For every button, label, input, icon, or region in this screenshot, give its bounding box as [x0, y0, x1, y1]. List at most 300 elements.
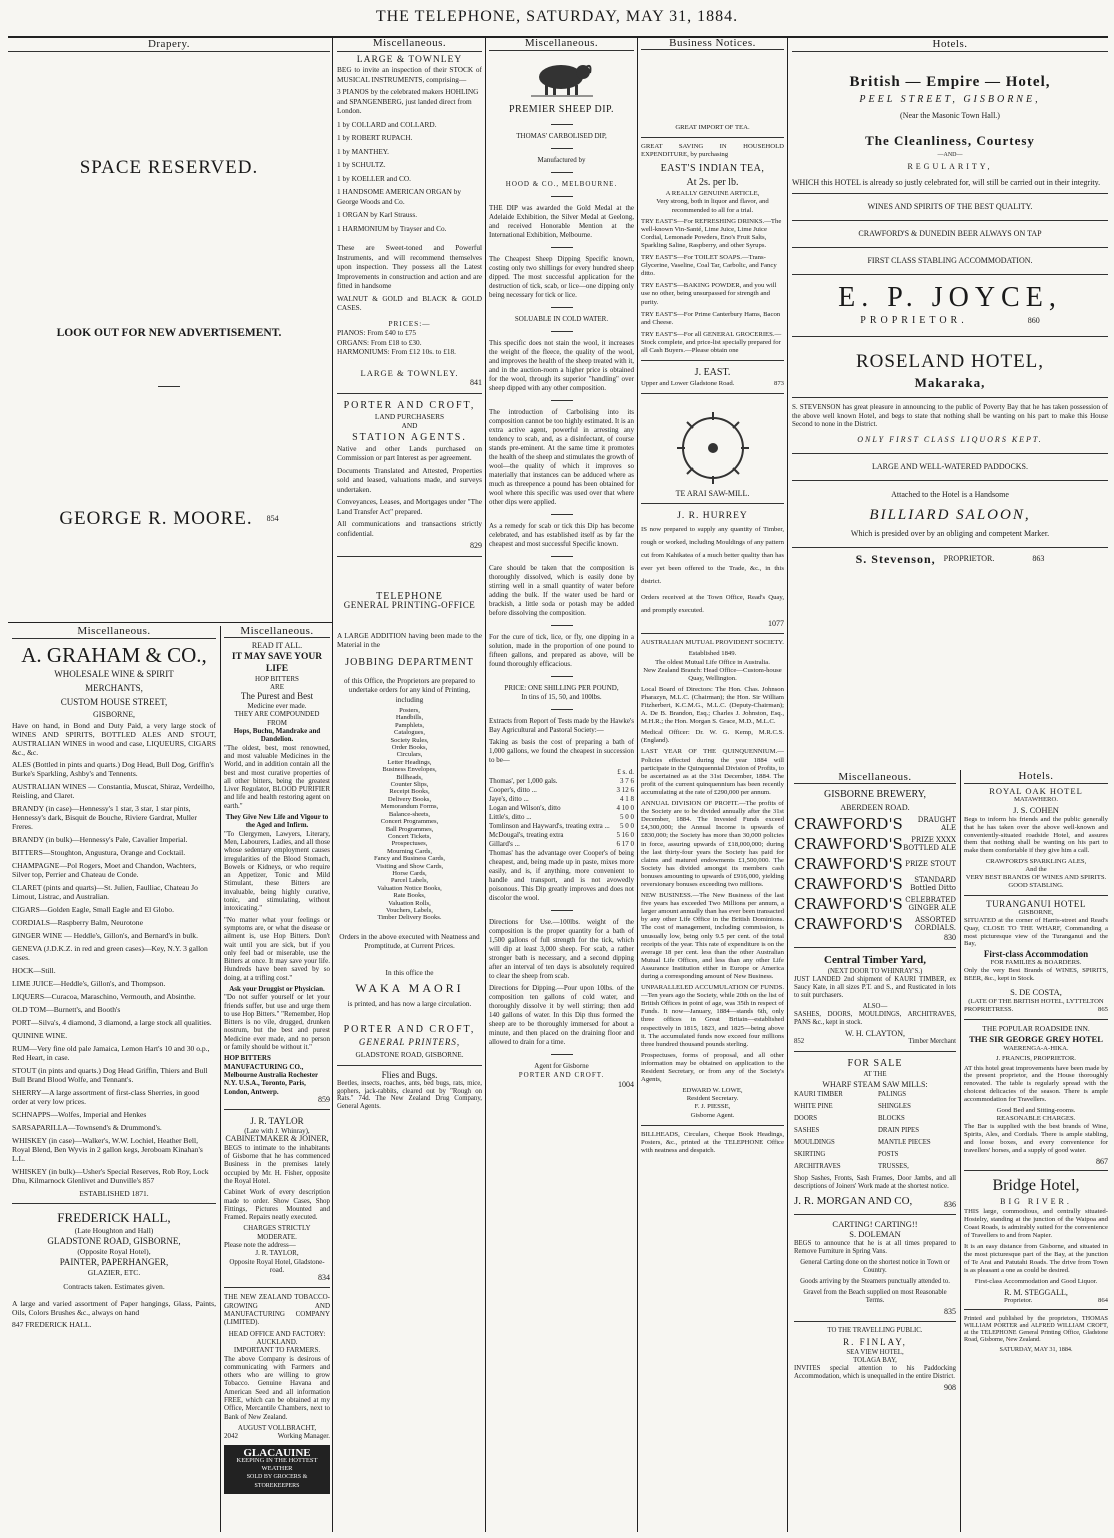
printing-item: Fancy and Business Cards, [373, 855, 446, 863]
printing-title: GENERAL PRINTING-OFFICE [343, 600, 476, 610]
printing-item: Parcel Labels, [390, 877, 429, 885]
table-cell: 5 0 0 [620, 813, 634, 821]
table-row [489, 822, 634, 831]
ad-number: 834 [318, 1273, 330, 1283]
table-cell: Cooper's, ditto ... [489, 786, 537, 794]
music-para: These are Sweet-toned and Powerful Instruments, and will recommend themselves upon inspection. They possess all the Latest Improvements in construction and action and are fitted in handsome [337, 243, 482, 290]
graham-item: CLARET (pints and quarts)—St. Julien, Faulliac, Chateau Jo Limout, Listrac, and Australian. [12, 883, 198, 901]
sheep-title: PREMIER SHEEP DIP. [508, 104, 615, 115]
column-rule [787, 38, 788, 1532]
tobacco-line: HEAD OFFICE AND FACTORY: AUCKLAND. [228, 1329, 326, 1346]
finlay-line: TOLAGA BAY, [853, 1357, 897, 1364]
tea-item: TRY EAST'S—For REFRESHING DRINKS.—The well-known Vin-Santé, Lime Juice, Lime Juice Cordial, Lemonade Powders, Eno's Fruit Salts, Sparkling Saline, Raspberry, and other Syrups. [641, 217, 782, 249]
ad-number: 830 [944, 933, 956, 942]
table-row [489, 813, 634, 822]
printing-item: Billheads, [396, 773, 423, 781]
taylor-line: CHARGES STRICTLY MODERATE. [243, 1224, 311, 1241]
joyce-prop: PROPRIETOR. [860, 315, 968, 326]
ad-number: 867 [1096, 1156, 1108, 1166]
table-cell: 4 1 8 [620, 795, 634, 803]
roseland-only: ONLY FIRST CLASS LIQUORS KEPT. [857, 434, 1043, 444]
printing-item: Receipt Books, [389, 788, 430, 796]
graham-established: ESTABLISHED 1871. [79, 1189, 149, 1198]
ad-number: 864 [1097, 1296, 1108, 1304]
hall-line: Contracts taken. Estimates given. [63, 1282, 165, 1291]
hall-line: GLAZIER, ETC. [87, 1268, 141, 1277]
brewery-product: PRIZE STOUT [905, 860, 956, 868]
graham-item: QUININE WINE. [12, 1031, 68, 1040]
saw-title: TE ARAI SAW-MILL. [675, 489, 750, 499]
printing-item: Posters, [399, 707, 420, 714]
music-price: PIANOS: From £40 to £75 [337, 328, 417, 337]
graham-item: BRANDY (in case)—Hennessy's 1 star, 3 star, 1 star pints, Hennessy's dark, Bisquit de Bouche, Riviere Gardrat, Muller Freres. [12, 804, 197, 831]
printing-item: Delivery Books, [387, 795, 432, 803]
turanganui-para: SITUATED at the corner of Harris-street and Read's Quay, CLOSE TO THE WHARF, Commanding a most picturesque view of the Turanganui and the Bay, [964, 916, 1108, 948]
british-empire-near: (Near the Masonic Town Hall.) [900, 111, 1000, 120]
porter-para: Native and other Lands purchased on Commission or part Interest as per agreement. [337, 443, 482, 462]
sheep-line: SOLUABLE IN COLD WATER. [514, 315, 609, 323]
graham-item: OLD TOM—Burnett's, and Booth's [12, 1005, 121, 1014]
hall-line: (Late Houghton and Hall) [74, 1226, 154, 1235]
roseland-presided: Which is presided over by an obliging and competent Marker. [850, 528, 1050, 538]
saw-para: IS now prepared to supply any quantity of Timber, rough or worked, including Mouldings of any pattern cut from Kahikatea of a much better quality than has ever yet been offered to the Trade, &c., in this district. [641, 526, 784, 586]
hop-line: Medicine ever made. [247, 702, 307, 711]
lookout-notice: LOOK OUT FOR NEW ADVERTISEMENT. [56, 327, 282, 340]
advertiser-name: GEORGE R. MOORE. [59, 507, 253, 529]
music-item: 1 by KOELLER and CO. [337, 173, 411, 183]
printing-item: Horse Cards, [392, 869, 427, 877]
royaloak-line: And the [1025, 866, 1047, 874]
porter-para: Conveyances, Leases, and Mortgages under "The Land Transfer Act" prepared. [337, 497, 482, 516]
hop-company: HOP BITTERS MANUFACTURING CO., Melbourne Australia Rochester N.Y. U.S.A., Toronto, Paris, London, Antwerp. [224, 1054, 318, 1096]
table-row [489, 804, 634, 813]
timber-para: JUST LANDED 2nd shipment of KAURI TIMBER, ex Saucy Kate, in all sizes P.T. and S., and Rusticated in lots to suit purchasers. [794, 976, 956, 999]
british-empire-clean: The Cleanliness, Courtesy [865, 133, 1035, 148]
hotels-section [792, 38, 1108, 768]
hop-quote: "No matter what your feelings or symptoms are, or what the disease or ailment is, use Hop Bitters. Don't wait until you are sick, but if you only feel bad or miserable, use the Bitters at once. It may save your life. Hundreds have been saved by so doing, at a trifling cost." [224, 915, 330, 982]
misc-column-3 [337, 38, 482, 1532]
roseland-prop: PROPRIETOR. [943, 553, 995, 563]
music-item: 1 by ROBERT RUPACH. [337, 133, 413, 142]
printing-items [337, 707, 482, 922]
section-heading: Miscellaneous. [337, 38, 482, 52]
bridge-name: R. M. STEGGALL, [1004, 1287, 1068, 1297]
printing-item: Vouchers, Labels, [386, 906, 433, 914]
misc-column-hotels [794, 772, 956, 1532]
printing-item: Letter Headings, [387, 758, 432, 766]
printing-item: Counter Slips, [390, 781, 429, 789]
forsale-item: SASHES [794, 1127, 820, 1134]
amp-para: NEW BUSINESS.—The New Business of the last five years has exceeded Two Millions per annum, a larger amount annually than has ever been transacted by any other Life Office in the British Dominions. The cost of management, including commission, is unusually low, being only 9.5 per cent. of the total receipts of the year. This rate of expenditure is on the average 18 per cent. less than the other Australian Mutual Life Offices, and less than any other Life Assurance Institution either in Europe or America during a corresponding amount of New Business. [641, 892, 784, 980]
brewery-brand: CRAWFORD'S [794, 875, 903, 893]
graham-item: HOCK—Still. [12, 966, 56, 975]
music-item: 3 PIANOS by the celebrated makers HOHLING and SPANGENBERG, just landed direct from London. [337, 87, 479, 115]
glacine-title: GLACAUINE [243, 1446, 311, 1459]
brewery-product: CELEBRATED GINGER ALE [905, 896, 956, 912]
hall-line: A large and varied assortment of Paper hangings, Glass, Paints, Oils, Colors Brushes &c., always on hand [12, 1299, 216, 1317]
sheep-para: The Cheapest Sheep Dipping Specific known, costing only two shillings for every hundred sheep dipped. The most successful application for the destruction of tick, scab, or lice—one dipping only being necessary for tick or lice. [489, 255, 634, 299]
sheep-para: For the cure of tick, lice, or fly, one dipping in a solution, made in the proportion of one pound to fifteen gallons, and prepared as above, will be found thoroughly efficacious. [489, 633, 634, 668]
hop-quote: "The oldest, best, most renowned, and most valuable Medicines in the World, and in addition contain all the best and most curative properties of all other bitters, being the greatest Liver Regulator, BLOOD PURIFIER and life and health restoring agent on earth." [224, 743, 330, 810]
ad-number: 829 [470, 541, 482, 550]
table-cell: 6 17 0 [616, 840, 634, 848]
section-heading: Hotels. [964, 772, 1108, 784]
billheads-para: BILLHEADS, Circulars, Cheque Book Headings, Posters, &c., printed at the TELEPHONE Office with neatness and despatch. [641, 1130, 784, 1154]
printing-item: Timber Delivery Books. [377, 914, 442, 922]
sheep-para: As a remedy for scab or tick this Dip has become celebrated, and has established itself as by far the cheapest and most successful Specific known. [489, 522, 634, 548]
amp-para: LAST YEAR OF THE QUINQUENNIUM.—Policies effected during the year 1884 will participate in the Quinquennial Division of Profits, to be ascertained as at the 31st December, 1884. The profit of the current quinquennium has been recently accumulating at the rate of £290,000 per annum. [641, 748, 784, 796]
section-rule [8, 622, 332, 623]
printing-item: Society Rules, [390, 736, 429, 744]
finlay-line: SEA VIEW HOTEL, [846, 1349, 904, 1356]
section-heading: Miscellaneous. [224, 626, 330, 638]
forsale-item: TRUSSES, [878, 1163, 909, 1170]
table-cell: Thomas', per 1,000 gals. [489, 777, 558, 785]
graham-item: BITTERS—Stoughton, Angustura, Orange and Cocktail. [12, 848, 186, 857]
bridge-title: Bridge Hotel, [992, 1177, 1080, 1195]
table-row [489, 777, 634, 786]
taylor-line: (Late with J. Whinray), [244, 1127, 310, 1136]
amp-para: ANNUAL DIVISION OF PROFIT.—The profits of the Society are to be divided annually after the 31st December, 1884. The Invested Funds exceed £4,300,000; the Annual Income is upwards of £830,000; the Society has more than 30,000 policies in force, assuring upwards of £18,000,000; during the last thirty-four years the Society has paid for claims and matured endowments £1,500,000. The Society has divided amongst its members cash bonuses amounting to upwards of £916,000, yielding reversionary bonuses exceeding two millions. [641, 800, 784, 888]
ad-number: 859 [318, 1094, 330, 1104]
ad-number: 854 [266, 513, 279, 523]
sheep-para: This specific does not stain the wool, it increases the weight of the fleece, the quality of the wool, and improves the health of the sheep treated with it, and in the auction-room a higher price is obtained for the wool, through its superior "handling" over sheep dipped with any other composition. [489, 339, 634, 392]
porter-title: PORTER AND CROFT, [343, 399, 476, 411]
ad-number: 865 [1097, 1005, 1108, 1013]
taylor-name: J. R. TAYLOR [250, 1116, 304, 1127]
timber-title: Central Timber Yard, [824, 954, 926, 966]
table-row [489, 840, 634, 849]
roseland-att: Attached to the Hotel is a Handsome [891, 489, 1009, 499]
printing-para: A LARGE ADDITION having been made to the Material in the [337, 630, 482, 649]
hop-headline: IT MAY SAVE YOUR LIFE [231, 651, 323, 674]
hop-read: READ IT ALL. [251, 641, 303, 651]
music-item: 1 by COLLARD and COLLARD. [337, 119, 437, 129]
roseland-paddock: LARGE AND WELL-WATERED PADDOCKS. [872, 461, 1028, 471]
hop-quote: "Do not suffer yourself or let your friends suffer, but use and urge them to use Hop Bitters." "Remember, Hop Bitters is no vile, drugged, drunken nostrum, but the best and purest Medicine ever made, and no person or family should be without it." [224, 993, 330, 1052]
tea-line: Very strong, both in liquor and flavor, and recommended to all for a trial. [656, 198, 769, 214]
ad-number: 2042 [224, 1432, 238, 1441]
table-cell: 5 0 0 [620, 822, 634, 830]
flies-para: Beetles, insects, roaches, ants, bed bugs, rats, mice, gophers, jack-rabbits, cleared out by "Rough on Rats." 74d. The New Zealand Drug Company, General Agents. [337, 1080, 482, 1111]
tobacco-para: The above Company is desirous of communicating with Farmers and others who are willing to grow Tobacco. Genuine Havana and American Seed and all information FREE, which can be obtained at my Office, Mercantile Chambers, next to Bank of New Zealand. [224, 1354, 330, 1421]
forsale-item: ARCHITRAVES [794, 1163, 841, 1170]
bridge-place: BIG RIVER. [1000, 1197, 1072, 1207]
amp-sig: EDWARD W. LOWE, [682, 1087, 743, 1095]
forsale-item: MANTLE PIECES [878, 1139, 931, 1146]
brewery-brand: CRAWFORD'S [794, 895, 903, 913]
royaloak-line: CRAWFORD'S SPARKLING ALES, [985, 858, 1087, 866]
column-rule [485, 38, 486, 1532]
porter-line: STATION AGENTS. [352, 431, 467, 443]
taylor-line: CABINETMAKER & JOINER, [225, 1134, 329, 1144]
hop-line: THEY ARE COMPOUNDED FROM [234, 710, 320, 727]
hop-line: ARE [270, 682, 284, 691]
tobacco-sig: Working Manager. [277, 1432, 330, 1441]
printing-item: Order Books, [391, 744, 428, 752]
bridge-para: First-class Accommodation and Good Liquor. [974, 1277, 1098, 1285]
music-item: 1 by SCHULTZ. [337, 160, 386, 169]
amp-title: AUSTRALIAN MUTUAL PROVIDENT SOCIETY. [641, 639, 784, 647]
sheep-para: THE DIP was awarded the Gold Medal at the Adelaide Exhibition, the Silver Medal at Geelong, and received Honorable Mention at the International Exhibition, Melbourne. [489, 204, 634, 239]
graham-item: LIME JUICE—Heddle's, Gillon's, and Thompson. [12, 979, 166, 988]
hop-line: The Purest and Best [240, 691, 314, 702]
brewery-product: STANDARD Bottled Ditto [910, 876, 956, 892]
amp-sig: F. J. PIESSE, [694, 1103, 731, 1111]
tea-item: TRY EAST'S—For all GENERAL GROCERIES.—Stock complete, and price-list specially prepared for all Cash Buyers.—Please obtain one [641, 330, 782, 354]
porter-para: Documents Translated and Attested, Properties sold and leased, valuations made, and surveys undertaken. [337, 465, 482, 494]
british-empire-stable: FIRST CLASS STABLING ACCOMMODATION. [867, 256, 1033, 265]
turanganui-title: TURANGANUI HOTEL [986, 898, 1086, 909]
carting-name: S. DOLEMAN [849, 1229, 901, 1239]
tea-item: TRY EAST'S—For Prime Canterbury Hams, Bacon and Cheese. [641, 310, 781, 326]
royaloak-line: VERY BEST BRANDS OF WINES AND SPIRITS. [965, 874, 1107, 882]
sheep-price: PRICE: ONE SHILLING PER POUND, [504, 684, 619, 692]
sheep-line: HOOD & CO., MELBOURNE. [505, 180, 618, 188]
taylor-line: J. R. TAYLOR, [255, 1249, 299, 1258]
bridge-para: THIS large, commodious, and centrally situated-Hostelry, standing at the junction of the Waipoa and Coast Roads, is admirably suited for the convenience of Travellers to and from Napier. [964, 1208, 1108, 1240]
music-item: 1 ORGAN by Karl Strauss. [337, 210, 418, 219]
graham-sub: WHOLESALE WINE & SPIRIT [54, 669, 174, 679]
sheep-tins: In tins of 15, 50, and 100lbs. [521, 693, 602, 701]
table-row [489, 831, 634, 840]
sheep-para: Taking as basis the cost of preparing a bath of 1,000 gallons, we found the cheapest in succession to be— [489, 738, 634, 764]
section-heading: Miscellaneous. [489, 38, 634, 51]
forsale-item: MOULDINGS [794, 1139, 835, 1146]
graham-item: GINGER WINE — Heddle's, Gillon's, and Bernard's in bulk. [12, 931, 198, 940]
tea-price: At 2s. per lb. [686, 177, 739, 189]
tobacco-line: IMPORTANT TO FARMERS. [233, 1346, 321, 1355]
printing-item: Business Envelopes, [382, 766, 437, 774]
finlay-title: TO THE TRAVELLING PUBLIC. [827, 1327, 923, 1334]
grey-title: THE SIR GEORGE GREY HOTEL [969, 1033, 1103, 1044]
roseland-billiard: BILLIARD SALOON, [869, 506, 1031, 523]
sheep-dip-advert [489, 38, 634, 1532]
forsale-title: FOR SALE [847, 1058, 903, 1069]
brewery-addr: ABERDEEN ROAD. [840, 803, 910, 812]
printing-item: Circulars, [396, 751, 423, 759]
graham-item: WHISKEY (in case)—Walker's, W.W. Lochiel, Heather Bell, Royal Blend, Ben Wyvis in 2 gallon kegs, Jeroboam Kinahan's L.L. [12, 1136, 203, 1163]
amp-line: The oldest Mutual Life Office in Australia. [655, 658, 770, 666]
sheep-para: The introduction of Carbolising into its composition cannot be too highly estimated. It is an extra active agent, powerful in arresting any tendency to scab, and, as a disinfectant, of course stands pre-eminent. At the same time it promotes the health of the sheep and stimulates the growth of wool—the quality of which it improves so materially that instances can be adduced where as much as threepence a pound has been obtained for wool where this specific was used over that where other dips were applied. [489, 408, 634, 506]
ad-number: 1004 [618, 1080, 634, 1089]
graham-item: SCHNAPPS—Wolfes, Imperial and Henkes [12, 1110, 147, 1119]
waka-maori: WAKA MAORI [355, 981, 464, 996]
brewery-row [794, 914, 956, 934]
section-heading: Business Notices. [641, 38, 784, 50]
music-items [337, 87, 482, 233]
hall-line: PAINTER, PAPERHANGER, [59, 1257, 169, 1267]
grey-l0: THE POPULAR ROADSIDE INN. [982, 1023, 1090, 1033]
section-heading: Miscellaneous. [12, 626, 216, 639]
graham-item: CORDIALS—Raspberry Balm, Neurotone [12, 918, 143, 927]
printing-item: Concert Tickets, [387, 832, 432, 840]
roseland-place: Makaraka, [914, 375, 986, 390]
table-row [489, 795, 634, 804]
amp-sig: Resident Secretary. [686, 1095, 739, 1103]
turanganui-para: Only the very Best Brands of WINES, SPIRITS, BEER, &c., kept in Stock. [964, 967, 1108, 983]
graham-item: BRANDY (in bulk)—Hennessy's Pale, Cavalier Imperial. [12, 835, 188, 844]
morgan-name: J. R. MORGAN AND CO, [794, 1195, 913, 1207]
sheep-para: Directions for Use.—100lbs. weight of the composition is the proper quantity for a bath of 1,500 gallons of full strength for the tick, which will dip at least 3,000 sheep. For scab, a rather stronger bath is necessary, and a second dipping after an interval of ten days is absolutely required to clear the sheep from scab. [489, 918, 634, 980]
forsale-list [794, 1091, 872, 1175]
brewery-row [794, 814, 956, 834]
printing-para: In this office the [385, 967, 434, 977]
tea-name: EAST'S INDIAN TEA, [660, 163, 765, 175]
printing-item: Mourning Cards, [386, 847, 433, 855]
royaloak-name: J. S. COHEN [1013, 804, 1059, 815]
sheep-line: Manufactured by [537, 156, 586, 164]
graham-title: A. GRAHAM & CO., [21, 643, 207, 667]
glacine-line: KEEPING IN THE HOTTEST WEATHER [236, 1456, 318, 1473]
british-empire-para: WHICH this HOTEL is already so justly celebrated for, will still be carried out in their integrity. [792, 178, 1101, 187]
column-rule [332, 38, 333, 1532]
section-heading: Hotels. [792, 38, 1108, 52]
tobacco-title: THE NEW ZEALAND TOBACCO-GROWING AND MANUFACTURING COMPANY (LIMITED). [224, 1293, 330, 1327]
music-price: HARMONIUMS: From £12 10s. to £18. [337, 347, 456, 356]
grey-name: J. FRANCIS, PROPRIETOR. [996, 1054, 1076, 1062]
table-row [489, 786, 634, 795]
brewery-row [794, 894, 956, 914]
brewery-product: PRIZE XXXX BOTTLED ALE [903, 836, 956, 852]
grey-line: REASONABLE CHARGES. [996, 1115, 1076, 1122]
forsale-item: PALINGS [878, 1091, 907, 1098]
ad-number: 860 [1027, 316, 1040, 325]
tea-item: TRY EAST'S—BAKING POWDER, and you will use no other, being unsurpassed for strength and purity. [641, 282, 777, 306]
royaloak-line: GOOD STABLING. [1008, 881, 1064, 889]
masthead: THE TELEPHONE, SATURDAY, MAY 31, 1884. [375, 8, 739, 25]
ad-number: 873 [773, 380, 784, 388]
music-price: ORGANS: From £18 to £30. [337, 337, 422, 347]
business-notices [641, 38, 784, 1532]
graham-item: CHAMPAGNE—Pol Rogers, Moet and Chandon, Wachters, Silver top, Perrier and Chateau de Conde. [12, 861, 197, 879]
hop-line: Hops, Buchu, Mandrake and Dandelion. [233, 727, 321, 744]
table-cell: Logan and Wilson's, ditto [489, 804, 561, 812]
hotels-column-2 [964, 772, 1108, 1532]
brewery-row [794, 854, 956, 874]
british-empire-title: British — Empire — Hotel, [849, 74, 1051, 90]
table-cell: Little's, ditto ... [489, 813, 532, 821]
hop-subhead: They Give New Life and Vigour to the Aged and Infirm. [225, 813, 329, 830]
ad-number: 841 [470, 378, 482, 387]
timber-sig: W. H. CLAYTON, [845, 1029, 905, 1038]
sheep-line: THOMAS' CARBOLISED DIP, [516, 132, 607, 140]
grey-line: Good Bed and Sitting-rooms. [996, 1107, 1076, 1115]
sheep-agent: Agent for Gisborne [534, 1062, 589, 1070]
imprint: Printed and published by the proprietors, THOMAS WILLIAM PORTER and ALFRED WILLIAM CROFT, at the TELEPHONE General Printing Office, Gladstone Road, Gisborne, New Zealand. [964, 1315, 1108, 1344]
graham-sub: MERCHANTS, [85, 683, 143, 693]
turanganui-late: (LATE OF THE BRITISH HOTEL, LYTTELTON [968, 997, 1104, 1005]
tea-addr: Upper and Lower Gladstone Road. [641, 380, 735, 388]
tea-line: A REALLY GENUINE ARTICLE, [665, 190, 760, 198]
bridge-para: It is an easy distance from Gisborne, and situated in the most picturesque part of the Bay, at the junction of Te Arai and Patutahi Roads. The drive from Town is as pleasant a one as could be desired. [964, 1243, 1108, 1274]
music-prices: PRICES:— [388, 318, 431, 328]
graham-item: ALES (Bottled in pints and quarts.) Dog Head, Bull Dog, Griffin's Burke's Sparkling, Ashby's and Tennents. [12, 760, 214, 778]
graham-item: WHISKEY (in bulk)—Usher's Special Reserves, Rob Roy, Lock Dhu, Kilmarnock Glenlivet and Dunville's 857 [12, 1167, 209, 1185]
british-empire-addr: PEEL STREET, GISBORNE, [859, 94, 1041, 105]
graham-item: RUM—Very fine old pale Jamaica, Lemon Hart's 10 and 30 o.p., Red Heart, in case. [12, 1044, 210, 1062]
misc-column-2 [224, 626, 330, 1532]
amp-para: UNPARALLELED ACCUMULATION OF FUNDS.—Ten years ago the Society, while 20th on the list of British Offices in point of age, was 35th in respect of Funds. It now—January, 1884—stands 6th, only three offices in Great Britain—established respectively in 1815, 1823, and 1825—being above it. The accumulated funds now exceed four millions three hundred thousand pounds sterling. [641, 984, 784, 1048]
porter-line: LAND PURCHASERS [374, 411, 445, 421]
graham-sub: GISBORNE, [92, 710, 135, 719]
sheep-para: Care should be taken that the composition is thoroughly dissolved, which is easily done by stirring well in a small quantity of water before adding the bulk. If the water used be hard or brackish, a little soda or potash may be added before dissolving the composition. [489, 564, 634, 617]
printing-item: Visiting and Show Cards, [375, 862, 444, 870]
graham-item: LIQUERS—Curacoa, Maraschino, Vermouth, and Absinthe. [12, 992, 196, 1001]
roseland-title: ROSELAND HOTEL, [855, 351, 1045, 372]
printing-item: Valuation Rolls, [388, 899, 431, 907]
hall-line: (Opposite Royal Hotel), [77, 1247, 151, 1256]
music-title: LARGE & TOWNLEY [356, 54, 463, 65]
space-reserved: SPACE RESERVED. [79, 157, 259, 179]
column-rule [637, 38, 638, 1532]
printing-item: Memorandum Forms, [380, 803, 439, 811]
timber-also: ALSO— [862, 1003, 888, 1010]
printing-sig: GENERAL PRINTERS, [358, 1037, 461, 1048]
porter-line: AND [401, 421, 418, 430]
taylor-para: Cabinet Work of every description made to order. Show Cases, Shop Fittings, Pictures Mounted and Framed. Repairs neatly executed. [224, 1188, 330, 1222]
music-item: 1 by MANTHEY. [337, 146, 389, 156]
table-cell: Gillard's ... [489, 840, 520, 848]
brewery-title: GISBORNE BREWERY, [823, 789, 927, 800]
tea-items [641, 218, 784, 355]
brewery-brand: CRAWFORD'S [794, 915, 903, 933]
flies-title: Flies and Bugs. [381, 1069, 438, 1080]
saw-name: J. R. HURREY [677, 511, 748, 522]
imprint-date: SATURDAY, MAY 31, 1884. [999, 1346, 1073, 1354]
music-para: WALNUT & GOLD and BLACK & GOLD CASES. [337, 293, 482, 312]
printing-item: Balance-sheets, [388, 810, 431, 818]
royaloak-para: Begs to inform his friends and the public generally that he has taken over the above well-known and conveniently-situated roadside Hotel, and assures them that nothing shall be wanting on his part to make them comfortable if they give him a call. [964, 815, 1108, 855]
table-row [489, 768, 634, 777]
sheep-cost-table [489, 768, 634, 849]
ad-number: 852 [794, 1038, 805, 1045]
printing-item: Ball Programmes, [385, 825, 434, 833]
amp-para: Medical Officer: Dr. W. G. Kemp, M.R.C.S. (England). [641, 729, 784, 745]
forsale-item: BLOCKS [878, 1115, 905, 1122]
finlay-para: INVITES special attention to his Paddocking Accommodation, which is unequalled in the entire District. [794, 1365, 956, 1380]
carting-para: Goods arriving by the Steamers punctually attended to. [800, 1278, 950, 1285]
printing-para: of this Office, the Proprietors are prepared to undertake orders for any kind of Printing, including [343, 675, 476, 704]
sheep-para: Directions for Dipping.—Pour upon 10lbs. of the composition ten gallons of cold water, and thoroughly dissolve it by well stirring; then add 140 gallons of water. In this Dip thus formed the sheep are to be thoroughly immersed for about a minute, and then placed on the draining floor and allowed to drain for a time. [489, 984, 634, 1046]
tea-line: GREAT IMPORT OF TEA. [675, 124, 750, 132]
music-item: 1 HANDSOME AMERICAN ORGAN by George Woods and Co. [337, 187, 462, 206]
brewery-brand: CRAWFORD'S [794, 815, 903, 833]
tea-item: TRY EAST'S—For TOILET SOAPS.—Trans-Glycerine, Vaseline, Coal Tar, Carbolic, and Fancy ditto. [641, 254, 777, 278]
carting-title: CARTING! CARTING!! [832, 1219, 918, 1229]
graham-item: AUSTRALIAN WINES — Constantia, Muscat, Shiraz, Verdeilho, Reisling, and Claret. [12, 782, 215, 800]
amp-line: New Zealand Branch: Head Office—Custom-house Quay, Wellington. [643, 666, 782, 682]
table-cell: McDougal's, treating extra [489, 831, 564, 839]
section-heading: Miscellaneous. [794, 772, 956, 784]
column-rule [220, 626, 221, 1532]
carting-para: General Carting done on the shortest notice in Town or Country. [800, 1259, 950, 1274]
table-cell: Jaye's, ditto ... [489, 795, 529, 803]
ad-number: 908 [944, 1383, 956, 1392]
section-heading: Drapery. [8, 38, 330, 52]
joyce-name: E. P. JOYCE, [838, 282, 1062, 313]
music-sig: LARGE & TOWNLEY. [360, 367, 459, 378]
glacine-advert [224, 1445, 330, 1494]
roseland-para: S. STEVENSON has great pleasure in announcing to the public of Poverty Bay that he has taken possession of the above well known Hotel, and begs to state that nothing shall be wanting on his part to make this House Second to none in the District. [792, 403, 1108, 428]
table-cell: £ s. d. [617, 768, 634, 776]
brewery-product: ASSORTED CORDIALS. [914, 916, 956, 932]
forsale-list [878, 1091, 956, 1175]
taylor-line: Please note the address— [224, 1241, 296, 1249]
british-empire-wines: WINES AND SPIRITS OF THE BEST QUALITY. [867, 202, 1033, 211]
amp-para: Prospectuses, forms of proposal, and all other information may be obtained on application to the Resident Secretary, or from any of the Society's Agents, [641, 1051, 784, 1084]
turanganui-name: S. DE COSTA, [1010, 986, 1062, 997]
